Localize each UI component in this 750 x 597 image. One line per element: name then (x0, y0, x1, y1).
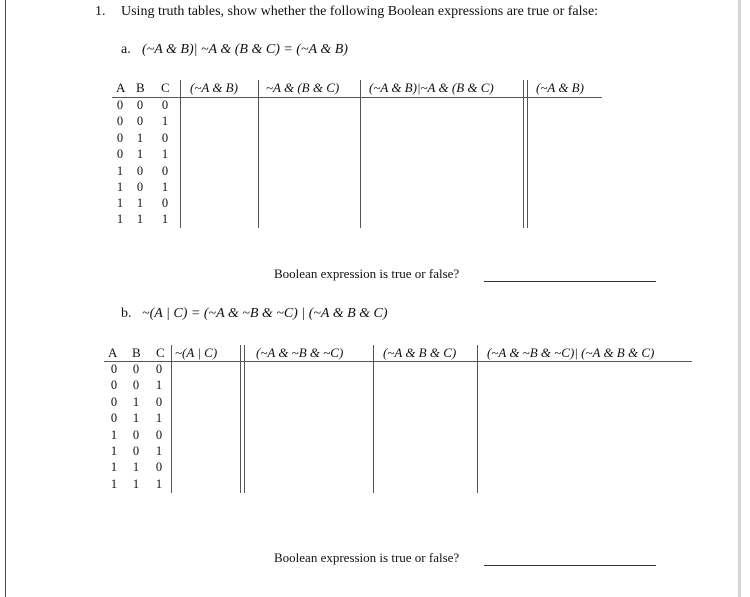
table-b-cell: 0 (132, 362, 140, 376)
table-a-cell: 0 (136, 114, 144, 128)
table-a-divider (360, 80, 361, 228)
table-b-header-col4: ~(A | C) (175, 345, 218, 360)
table-a-cell: 1 (136, 196, 144, 210)
table-b-header-rule (104, 361, 692, 362)
table-a-cell: 1 (116, 180, 124, 194)
table-b-divider (240, 345, 241, 493)
table-a-cell: 0 (161, 164, 169, 178)
table-a-cell: 0 (116, 147, 124, 161)
table-b-cell: 1 (132, 411, 140, 425)
table-b-cell: 1 (132, 395, 140, 409)
table-a-cell: 1 (161, 212, 169, 226)
part-a-label: a. (121, 42, 131, 57)
table-b-divider (244, 345, 245, 493)
table-a-cell: 1 (161, 114, 169, 128)
table-a-header-col7: (~A & B) (536, 80, 584, 95)
table-b-cell: 0 (155, 362, 163, 376)
table-b-cell: 0 (132, 378, 140, 392)
table-b-cell: 0 (155, 460, 163, 474)
table-a-cell: 1 (136, 212, 144, 226)
table-a-header-col5: ~A & (B & C) (266, 80, 340, 95)
table-a-cell: 0 (161, 131, 169, 145)
part-b-answer-prompt: Boolean expression is true or false? (274, 550, 460, 565)
table-b-header-a: A (108, 345, 118, 360)
table-a-cell: 1 (136, 131, 144, 145)
table-a-cell: 1 (116, 212, 124, 226)
table-a-header-a: A (116, 80, 126, 95)
table-b-cell: 1 (155, 411, 163, 425)
table-a-cell: 0 (116, 98, 124, 112)
part-b-expression: ~(A | C) = (~A & ~B & ~C) | (~A & B & C) (142, 306, 388, 321)
page-right-border (738, 0, 741, 597)
table-a-cell: 1 (116, 196, 124, 210)
table-a-cell: 0 (161, 196, 169, 210)
table-b-cell: 0 (132, 428, 140, 442)
table-b-cell: 0 (110, 395, 118, 409)
table-a-cell: 1 (116, 164, 124, 178)
table-b-cell: 1 (155, 378, 163, 392)
table-a-cell: 0 (116, 114, 124, 128)
table-b-cell: 1 (155, 444, 163, 458)
table-a-divider (258, 80, 259, 228)
table-a-cell: 0 (116, 131, 124, 145)
table-a-cell: 0 (136, 98, 144, 112)
table-a-cell: 0 (136, 164, 144, 178)
table-b-cell: 1 (110, 428, 118, 442)
table-b-header-b: B (132, 345, 141, 360)
table-a-cell: 0 (136, 180, 144, 194)
part-a-answer-blank[interactable] (484, 281, 656, 282)
table-a-cell: 1 (161, 180, 169, 194)
table-b-cell: 0 (155, 395, 163, 409)
table-b-cell: 0 (155, 428, 163, 442)
question-instruction: Using truth tables, show whether the following Boolean expressions are true or false: (121, 4, 599, 19)
table-a-divider (527, 80, 528, 228)
table-b-divider (373, 345, 374, 493)
table-b-header-c: C (156, 345, 165, 360)
part-a-answer-prompt: Boolean expression is true or false? (274, 266, 460, 281)
table-a-divider (523, 80, 524, 228)
table-b-divider (477, 345, 478, 493)
table-b-cell: 0 (110, 378, 118, 392)
table-b-divider (171, 345, 172, 493)
table-b-cell: 1 (110, 444, 118, 458)
table-a-header-col6: (~A & B)|~A & (B & C) (369, 80, 494, 95)
table-a-divider (180, 80, 181, 228)
table-a-cell: 0 (161, 98, 169, 112)
table-b-cell: 1 (155, 477, 163, 491)
table-b-header-col5: (~A & ~B & ~C) (256, 345, 344, 360)
part-b-label: b. (121, 306, 132, 321)
table-b-cell: 1 (132, 460, 140, 474)
table-a-header-col4: (~A & B) (190, 80, 238, 95)
page-left-border (5, 0, 6, 597)
question-number: 1. (95, 4, 106, 19)
table-b-header-col7: (~A & ~B & ~C)| (~A & B & C) (487, 345, 655, 360)
table-b-cell: 1 (110, 477, 118, 491)
table-a-header-rule (112, 97, 602, 98)
table-b-header-col6: (~A & B & C) (383, 345, 457, 360)
table-b-cell: 1 (110, 460, 118, 474)
table-a-cell: 1 (136, 147, 144, 161)
part-a-expression: (~A & B)| ~A & (B & C) = (~A & B) (142, 42, 348, 57)
table-a-header-c: C (161, 80, 170, 95)
table-b-cell: 0 (132, 444, 140, 458)
table-b-cell: 0 (110, 411, 118, 425)
table-a-header-b: B (136, 80, 145, 95)
table-a-cell: 1 (161, 147, 169, 161)
part-b-answer-blank[interactable] (484, 565, 656, 566)
table-b-cell: 1 (132, 477, 140, 491)
table-b-cell: 0 (110, 362, 118, 376)
